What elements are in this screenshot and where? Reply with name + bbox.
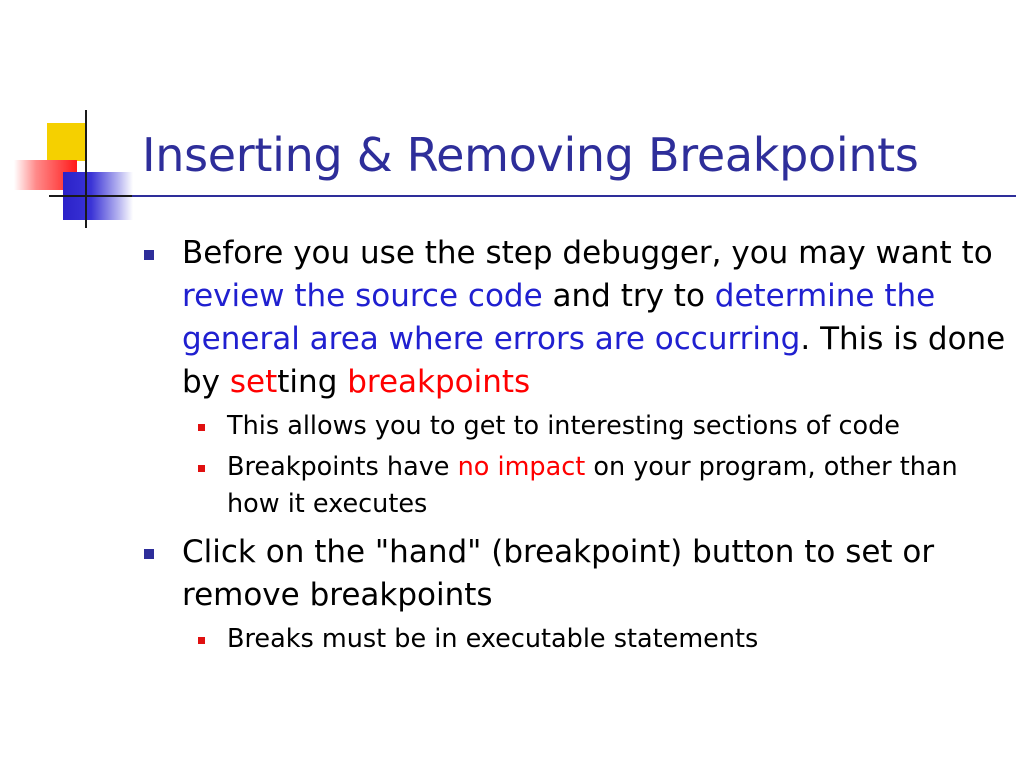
sub-bullet-square-icon bbox=[198, 424, 205, 431]
sub-bullet-item bbox=[140, 621, 1012, 658]
vertical-line bbox=[85, 110, 87, 228]
bullet-text: Click on the "hand" (breakpoint) button to set or remove breakpoints bbox=[182, 534, 935, 613]
horizontal-line bbox=[49, 195, 135, 197]
sub-bullet-item bbox=[140, 449, 1012, 523]
emphasis-text: review the source code bbox=[182, 278, 543, 314]
sub-bullet-square-icon bbox=[198, 465, 205, 472]
sub-bullet-square-icon bbox=[198, 637, 205, 644]
emphasis-text: breakpoints bbox=[347, 364, 531, 400]
emphasis-text: set bbox=[229, 364, 278, 400]
emphasis-text: no impact bbox=[457, 452, 586, 482]
title-underline bbox=[132, 195, 1016, 197]
bullet-square-icon bbox=[144, 549, 154, 559]
sub-bullet-text: Breaks must be in executable statements bbox=[227, 624, 759, 654]
sub-bullet-text: This allows you to get to interesting sections of code bbox=[227, 411, 900, 441]
sub-bullet-item bbox=[140, 408, 1012, 445]
bullet-item bbox=[140, 232, 1012, 404]
decorative-logo bbox=[0, 0, 140, 240]
bullet-text: Before you use the step debugger, you may want to review the source code and try to determine the general area where errors are occurring. This is done by setting breakpoints bbox=[182, 235, 1006, 400]
yellow-square bbox=[47, 123, 85, 161]
bullet-square-icon bbox=[144, 250, 154, 260]
bullet-item bbox=[140, 531, 1012, 617]
emphasis-text: determine the general area where errors are occurring bbox=[182, 278, 936, 357]
sub-bullet-text: Breakpoints have no impact on your program, other than how it executes bbox=[227, 452, 958, 519]
slide-title: Inserting & Removing Breakpoints bbox=[142, 128, 919, 182]
slide-body bbox=[140, 232, 1012, 662]
